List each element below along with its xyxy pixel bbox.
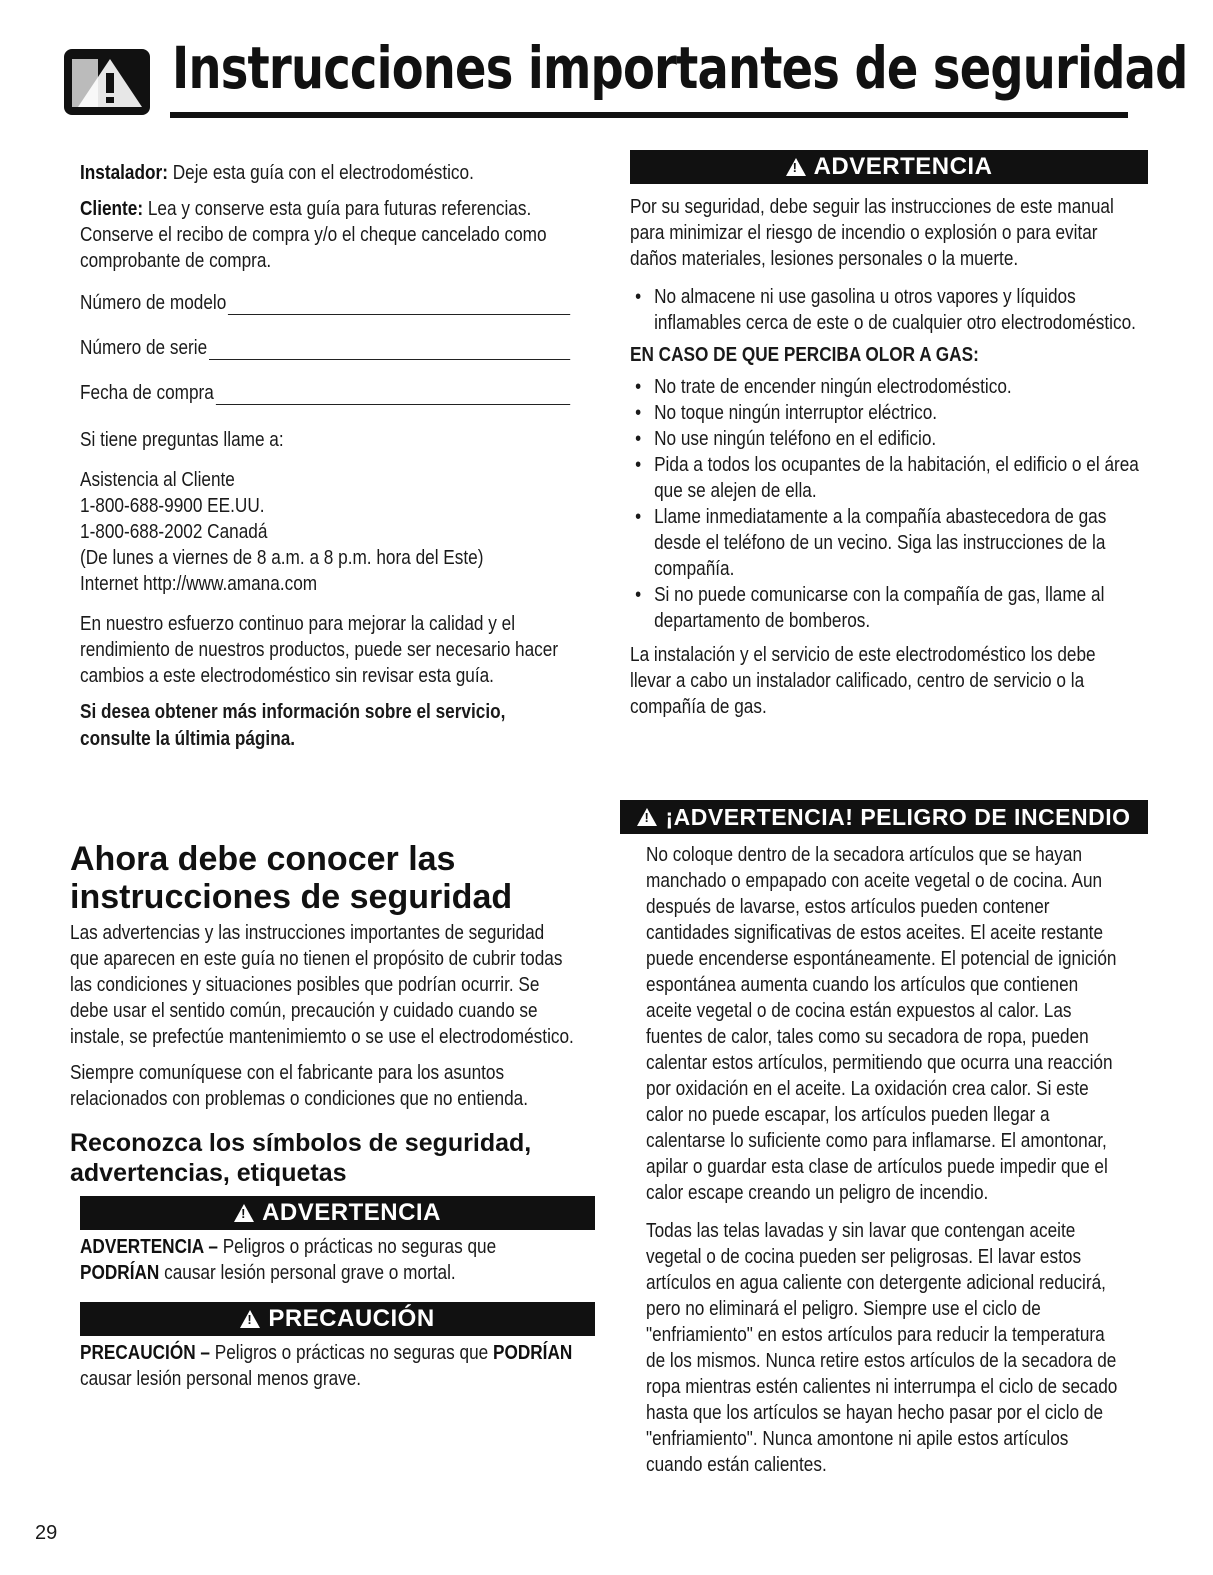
warning-triangle-icon [234, 1204, 254, 1222]
list-item: • Pida a todos los ocupantes de la habitación, el edificio o el área que se alejen de ella. [645, 452, 1148, 504]
list-item: • Si no puede comunicarse con la compañía de gas, llame al departamento de bomberos. [645, 582, 1148, 634]
list-item: • No toque ningún interruptor eléctrico. [645, 400, 1148, 426]
warning-triangle-icon [786, 158, 806, 176]
fire-hazard-banner: ! ¡ADVERTENCIA! PELIGRO DE INCENDIO [620, 800, 1148, 834]
fire-paragraph: Todas las telas lavadas y sin lavar que contengan aceite vegetal o de cocina pueden ser peligrosas. El lavar estos artículos en agua caliente con detergente adicional reducirá, pero no eliminará el peligro. Siempre use el ciclo de "enfriamiento" en estos artículos para reducir la temperatura de los mismos. Nunca retire estos artículos de la secadora de ropa mientras estén calientes ni interrumpa el ciclo de secado hasta que los artículos se hayan hecho pasar por el ciclo de "enfriamiento". Nunca amontone ni apile estos artículos cuando están calientes. [646, 1220, 1118, 1476]
title-underline [170, 112, 1128, 118]
symbols-title: Reconozca los símbolos de seguridad, advertencias, etiquetas [70, 1129, 532, 1187]
contact-line: (De lunes a viernes de 8 a.m. a 8 p.m. hora del Este) [80, 547, 484, 569]
section-paragraph: Siempre comuníquese con el fabricante para los asuntos relacionados con problemas o condiciones que no entienda. [70, 1062, 529, 1110]
section-title: Ahora debe conocer las instrucciones de seguridad [70, 840, 513, 916]
list-item: • Llame inmediatamente a la compañía abastecedora de gas desde el teléfono de un vecino. Siga las instrucciones de la compañía. [645, 504, 1148, 582]
safety-section [70, 840, 600, 1402]
caution-triangle-icon [240, 1310, 260, 1328]
install-note: La instalación y el servicio de este electrodoméstico los debe llevar a cabo un instalador calificado, centro de servicio o la compañía de gas. [630, 644, 1096, 718]
caution-definition: PRECAUCIÓN – Peligros o prácticas no seguras que PODRÍAN causar lesión personal menos grave. [80, 1342, 573, 1390]
purchase-date-field[interactable]: Fecha de compra [80, 382, 570, 405]
serial-number-field[interactable]: Número de serie [80, 337, 570, 360]
service-note: Si desea obtener más información sobre el servicio, consulte la últimia página. [80, 701, 506, 750]
list-item: • No trate de encender ningún electrodoméstico. [645, 374, 1148, 400]
improvement-text: En nuestro esfuerzo continuo para mejorar la calidad y el rendimiento de nuestros productos, puede ser necesario hacer cambios a este electrodoméstico sin revisar esta guía. [80, 613, 559, 687]
page-header [62, 34, 1188, 125]
page-number: 29 [35, 1522, 58, 1544]
section-paragraph: Las advertencias y las instrucciones importantes de seguridad que aparecen en este guía no tienen el propósito de cubrir todas las condiciones y situaciones posibles que podrían ocurrir. Se debe usar el sentido común, precaución y cuidado cuando se instale, se prefectúe mantenimiemto o se use el electrodoméstico. [70, 922, 574, 1048]
installer-note: Instalador: Deje esta guía con el electrodoméstico. [80, 162, 474, 184]
contact-block [80, 467, 596, 597]
right-column [630, 150, 1150, 1476]
contact-line: 1-800-688-2002 Canadá [80, 521, 268, 543]
warning-banner: ! ADVERTENCIA [80, 1196, 595, 1230]
warning-definition: ADVERTENCIA – Peligros o prácticas no seguras que PODRÍAN causar lesión personal grave o mortal. [80, 1236, 497, 1284]
warning-triangle-icon [637, 808, 657, 826]
warning-intro: Por su seguridad, debe seguir las instrucciones de este manual para minimizar el riesgo de incendio o explosión o para evitar daños materiales, lesiones personales o la muerte. [630, 196, 1114, 270]
gas-heading: EN CASO DE QUE PERCIBA OLOR A GAS: [630, 344, 979, 366]
warning-banner: ! ADVERTENCIA [630, 150, 1148, 184]
fire-paragraph: No coloque dentro de la secadora artículos que se hayan manchado o empapado con aceite vegetal o de cocina. Aun después de lavarse, estos artículos pueden contener cantidades significativas de estos aceites. El aceite restante puede encenderse espontáneamente. El potencial de ignición espontánea aumenta cuando los artículos que contienen aceite vegetal o de cocina están expuestos al calor. Las fuentes de calor, tales como su secadora de ropa, pueden calentar estos artículos, permitiendo que ocurra una reacción por oxidación en el aceite. La oxidación crea calor. Si este calor no puede escapar, los artículos pueden llegar a calentarse lo suficiente como para inflamarse. El amontonar, apilar o guardar esta clase de artículos puede impedir que el calor escape creando un peligro de incendio. [646, 844, 1117, 1204]
model-number-field[interactable]: Número de modelo [80, 292, 570, 315]
page-title: Instrucciones importantes de seguridad [172, 34, 1188, 102]
contact-line: 1-800-688-9900 EE.UU. [80, 495, 265, 517]
left-column [70, 160, 600, 1390]
caution-banner: ! PRECAUCIÓN [80, 1302, 595, 1336]
contact-line: Internet http://www.amana.com [80, 573, 318, 595]
contact-line: Asistencia al Cliente [80, 469, 235, 491]
safety-label-icon [62, 45, 152, 117]
list-item: • No use ningún teléfono en el edificio. [645, 426, 1148, 452]
questions-text: Si tiene preguntas llame a: [80, 429, 284, 451]
customer-note: Cliente: Lea y conserve esta guía para futuras referencias. Conserve el recibo de compra y/o el cheque cancelado como comprobante de compra. [80, 198, 547, 272]
list-item: • No almacene ni use gasolina u otros vapores y líquidos inflamables cerca de este o de cualquier otro electrodoméstico. [645, 284, 1148, 336]
